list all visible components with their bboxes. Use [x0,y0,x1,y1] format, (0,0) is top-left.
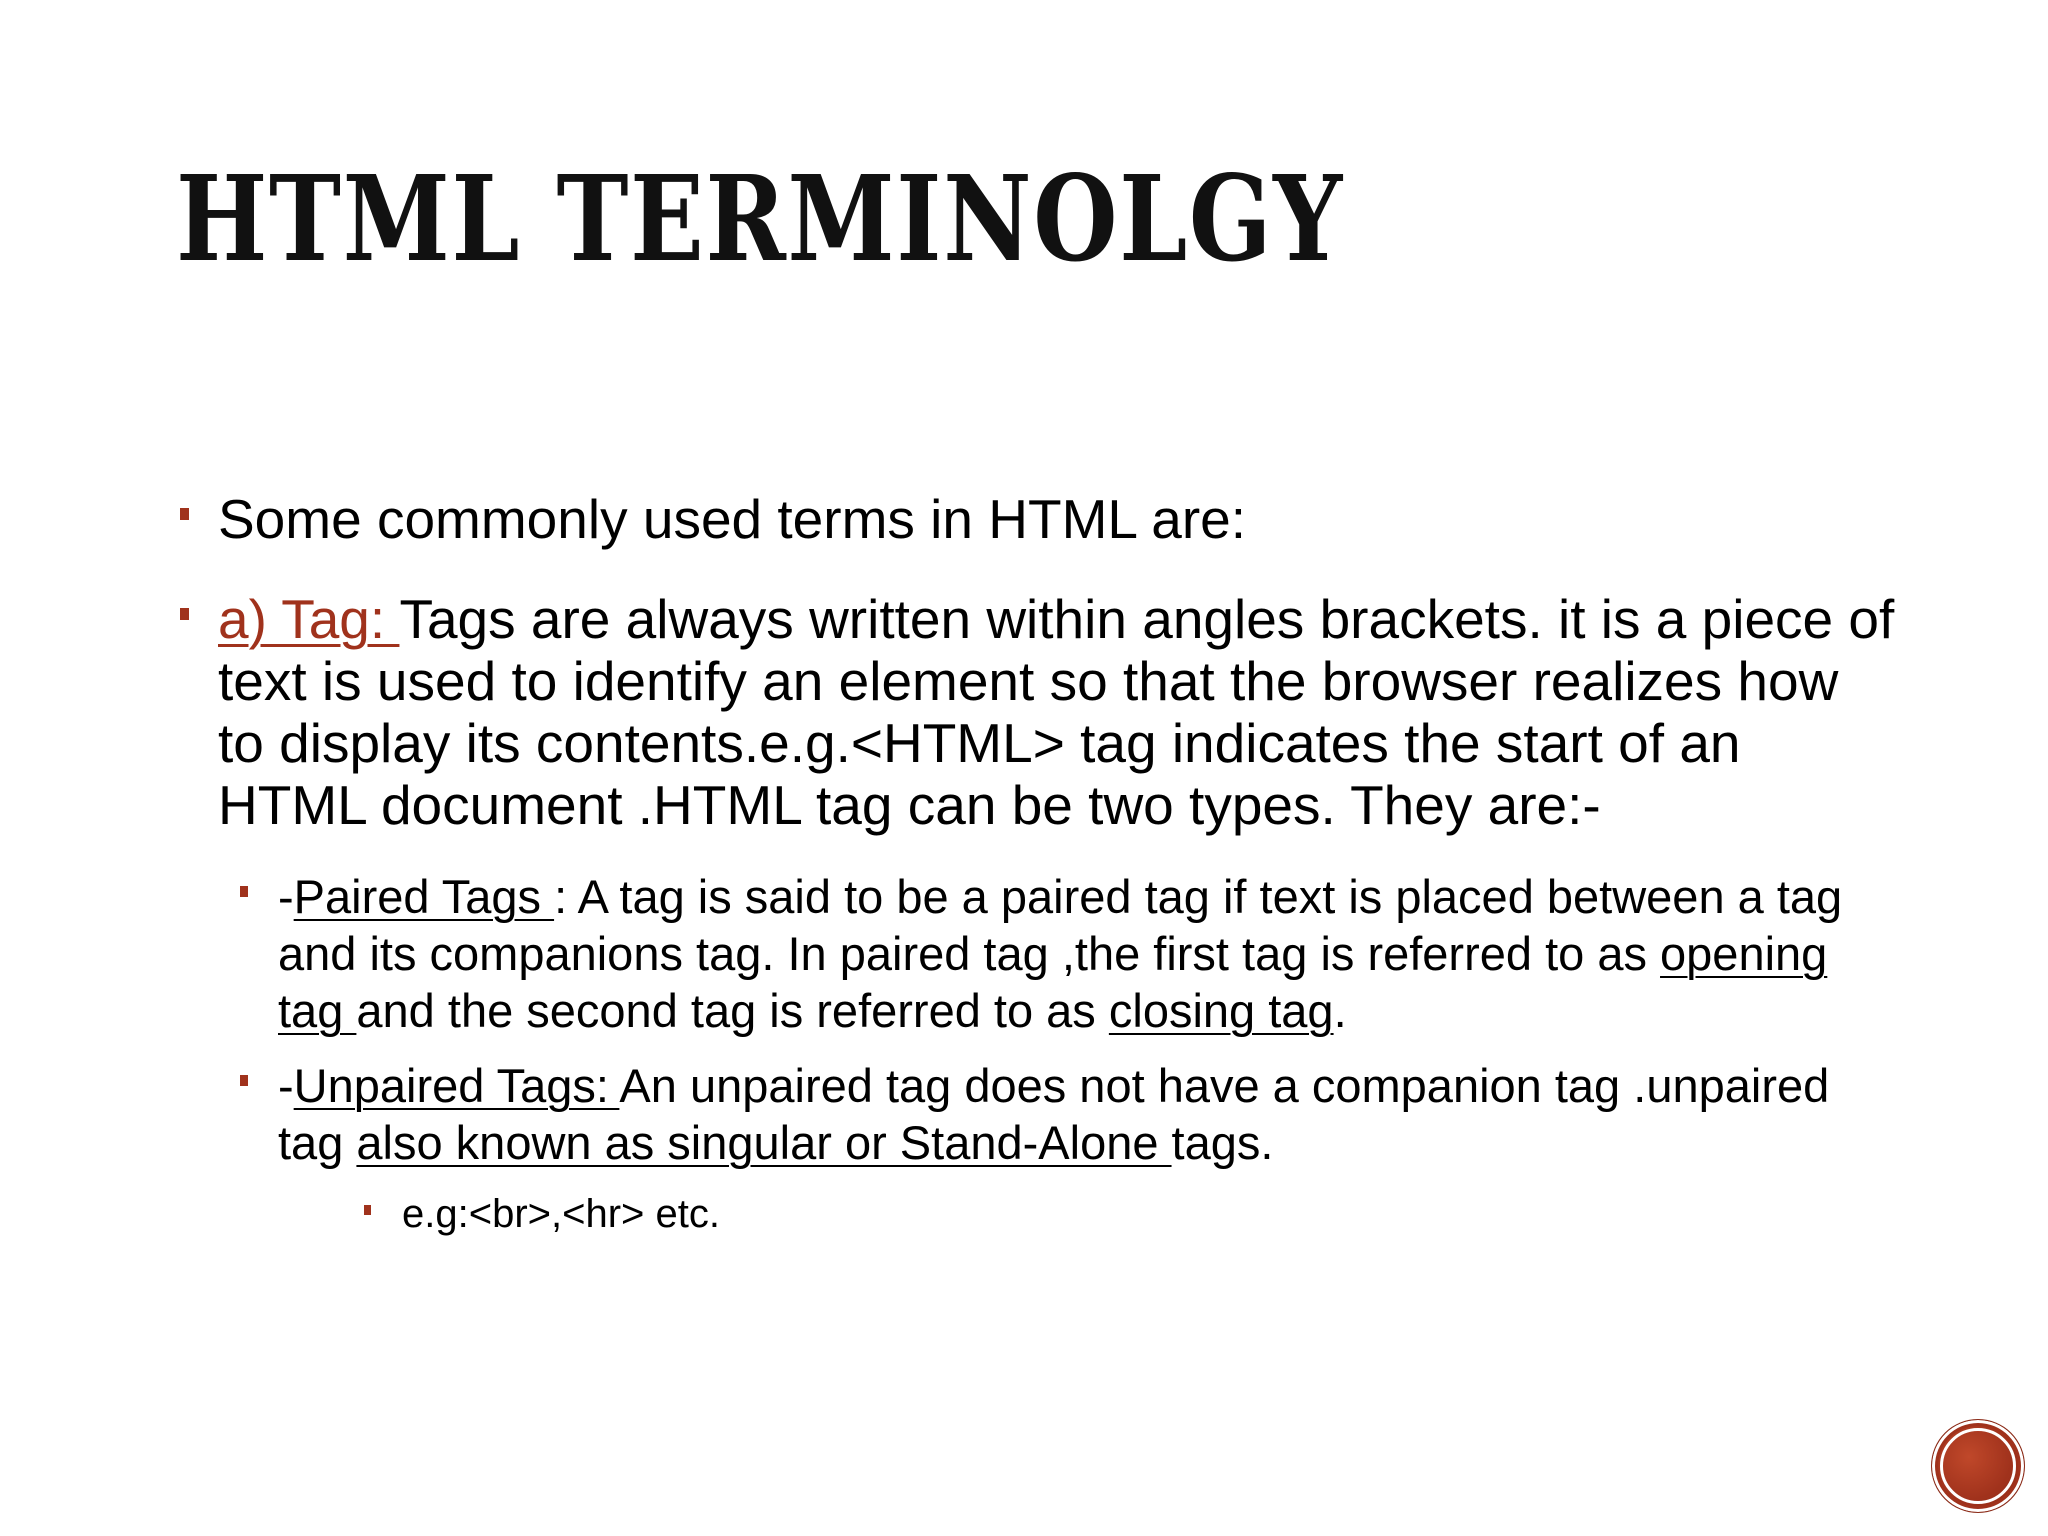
slide-content [176,488,1896,1239]
unpaired-tags-term: Unpaired Tags: [293,1059,620,1112]
tag-definition: Tags are always written within angles brackets. it is a piece of text is used to identify an element so that the browser realizes how to display its contents.e.g.<HTML> tag indicates the start of an HTML document .HTML tag can be two types. They are:- [218,588,1895,836]
bullet-example [364,1189,1896,1239]
circle-button-icon[interactable] [1932,1420,2024,1512]
square-bullet-icon [364,1205,371,1215]
tag-term: a) Tag: [218,588,400,650]
unpaired-text-2: tags. [1171,1116,1274,1169]
paired-prefix: - [278,870,294,923]
slide-title: HTML TERMINOLGY [176,149,1344,288]
paired-text-2: and the second tag is referred to as [356,984,1109,1037]
paired-tags-term: Paired Tags [293,870,555,923]
opening-tag-term: opening tag [278,927,1828,1037]
unpaired-text-1: An unpaired tag does not have a companion tag .unpaired tag [278,1059,1830,1169]
closing-tag-term: closing tag [1108,984,1334,1037]
square-bullet-icon [180,508,189,520]
bullet-unpaired-tags [240,1057,1896,1171]
paired-text-3: . [1333,984,1347,1037]
bullet-paired-tags [240,868,1896,1039]
square-bullet-icon [240,1075,248,1086]
bullet-intro [176,488,1896,550]
square-bullet-icon [240,886,248,897]
unpaired-prefix: - [278,1059,294,1112]
also-known-as-term: also known as singular or Stand-Alone [356,1116,1172,1169]
bullet-intro-text: Some commonly used terms in HTML are: [218,488,1247,550]
square-bullet-icon [180,608,189,620]
paired-text-1: : A tag is said to be a paired tag if text is placed between a tag and its companions tag. In paired tag ,the first tag is referred to as [278,870,1843,980]
example-text: e.g:<br>,<hr> etc. [402,1192,720,1236]
bullet-tag [176,588,1896,836]
